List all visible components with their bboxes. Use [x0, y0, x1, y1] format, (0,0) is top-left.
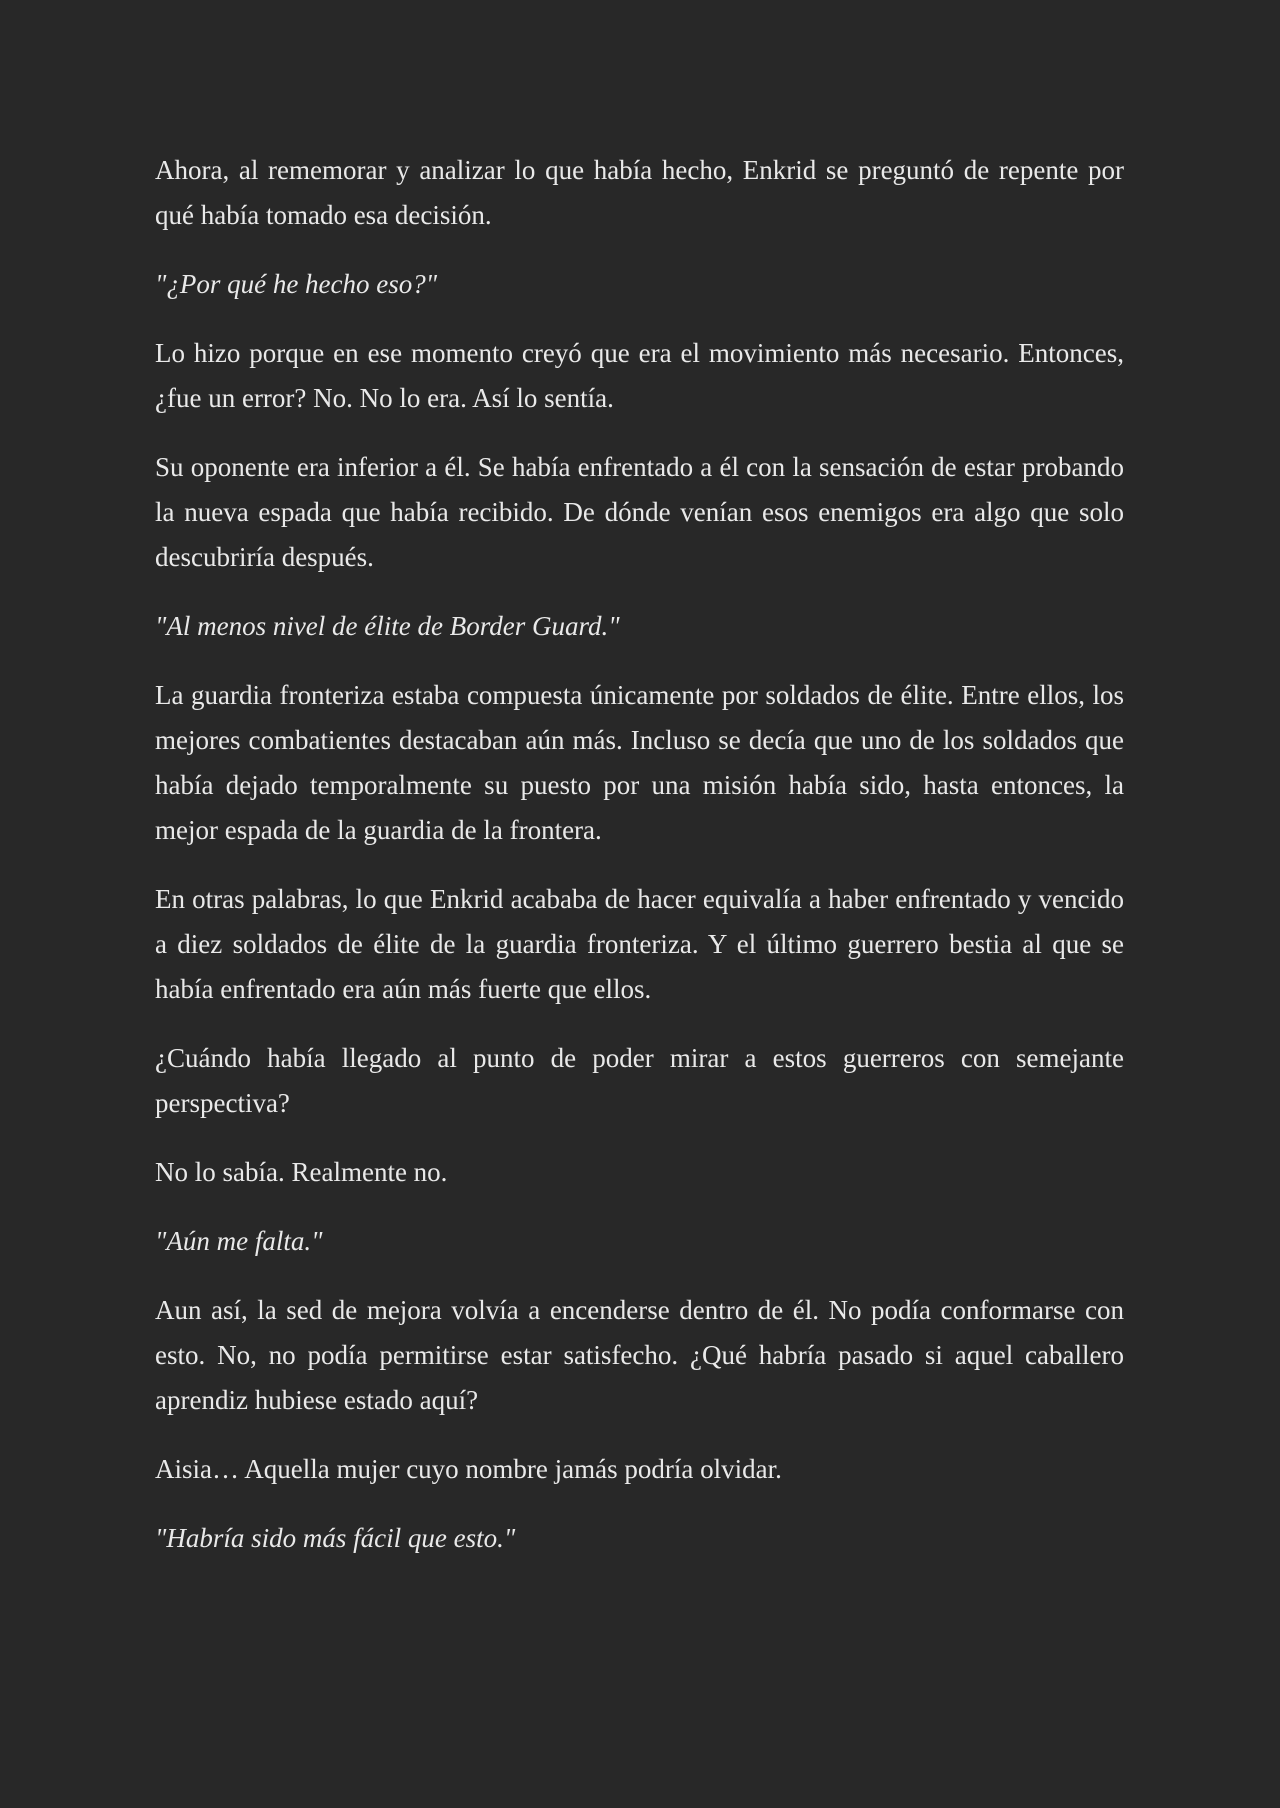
- paragraph-dialogue: "Habría sido más fácil que esto.": [155, 1523, 516, 1553]
- paragraph: No lo sabía. Realmente no.: [155, 1157, 448, 1187]
- paragraph: Lo hizo porque en ese momento creyó que era el movimiento más necesario. Entonces, ¿fue un error? No. No lo era. Así lo sentía.: [155, 338, 1124, 413]
- paragraph: Aun así, la sed de mejora volvía a encenderse dentro de él. No podía conformarse con esto. No, no podía permitirse estar satisfecho. ¿Qué habría pasado si aquel caballero aprendiz hubiese estado aquí?: [155, 1295, 1124, 1415]
- paragraph: ¿Cuándo había llegado al punto de poder mirar a estos guerreros con semejante perspectiva?: [155, 1043, 1124, 1118]
- reader-page: [155, 148, 1124, 1585]
- paragraph: Aisia… Aquella mujer cuyo nombre jamás podría olvidar.: [155, 1454, 782, 1484]
- paragraph: La guardia fronteriza estaba compuesta únicamente por soldados de élite. Entre ellos, los mejores combatientes destacaban aún más. Incluso se decía que uno de los soldados que había dejado temporalmente su puesto por una misión había sido, hasta entonces, la mejor espada de la guardia de la frontera.: [155, 680, 1124, 845]
- paragraph-dialogue: "Al menos nivel de élite de Border Guard.": [155, 611, 620, 641]
- paragraph: En otras palabras, lo que Enkrid acababa de hacer equivalía a haber enfrentado y vencido a diez soldados de élite de la guardia fronteriza. Y el último guerrero bestia al que se había enfrentado era aún más fuerte que ellos.: [155, 884, 1124, 1004]
- paragraph-dialogue: "Aún me falta.": [155, 1226, 323, 1256]
- paragraph: Su oponente era inferior a él. Se había enfrentado a él con la sensación de estar probando la nueva espada que había recibido. De dónde venían esos enemigos era algo que solo descubriría después.: [155, 452, 1124, 572]
- paragraph-dialogue: "¿Por qué he hecho eso?": [155, 269, 438, 299]
- paragraph: Ahora, al rememorar y analizar lo que había hecho, Enkrid se preguntó de repente por qué había tomado esa decisión.: [155, 155, 1124, 230]
